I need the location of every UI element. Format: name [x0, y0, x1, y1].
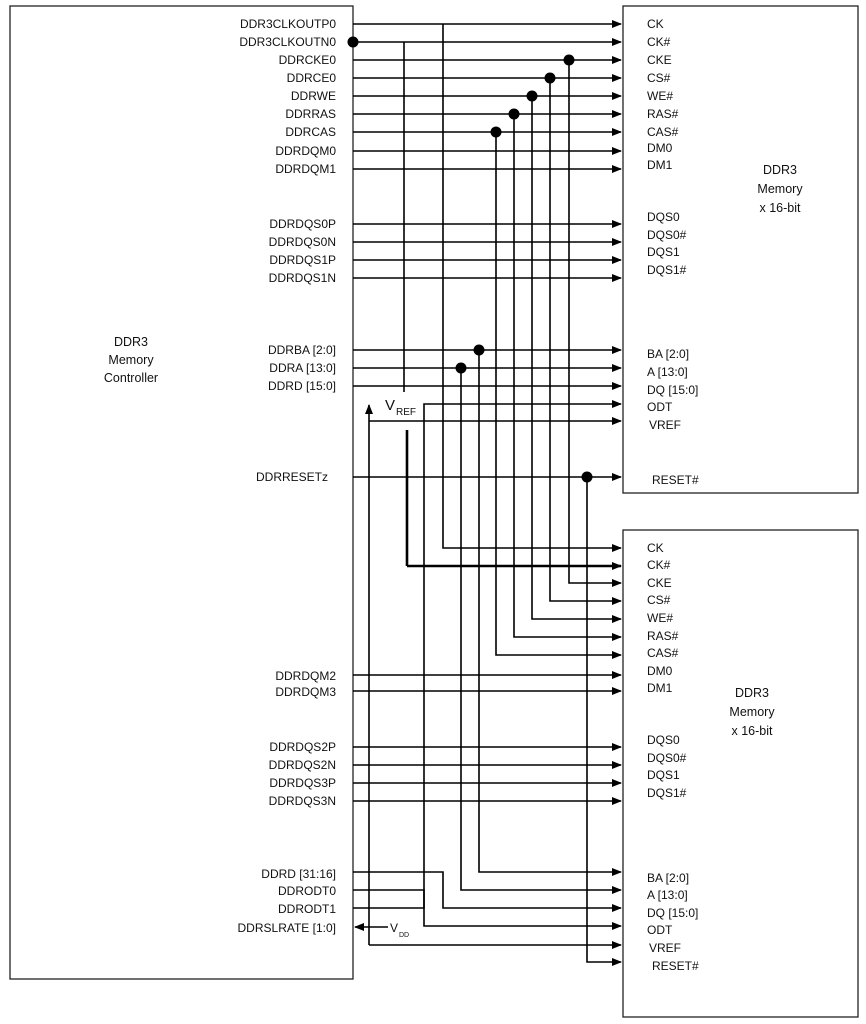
pin-dqs1: DQS1 — [647, 245, 680, 259]
sig-ddrdqs2n: DDRDQS2N — [268, 758, 336, 772]
pin-dm1: DM1 — [647, 681, 673, 695]
controller-title-line: Controller — [103, 371, 159, 385]
vref-label-sub: REF — [396, 407, 416, 418]
pin-dm0: DM0 — [647, 141, 673, 155]
sig-ddrdqs1n: DDRDQS1N — [268, 271, 336, 285]
sig-ddrslrate: DDRSLRATE [1:0] — [237, 921, 336, 935]
sig-ddr3clkoutp0: DDR3CLKOUTP0 — [239, 17, 336, 31]
pin-ba: BA [2:0] — [647, 347, 690, 361]
sig-ddrdqm2: DDRDQM2 — [275, 669, 336, 683]
memory-top-title-line: Memory — [757, 182, 803, 196]
pin-dqs0: DQS0 — [647, 733, 680, 747]
controller-title-line: Memory — [108, 353, 154, 367]
pin-dqs1-n: DQS1# — [647, 786, 687, 800]
memory-bottom-title — [729, 686, 775, 738]
sig-ddra: DDRA [13:0] — [269, 361, 336, 375]
wiring — [353, 24, 621, 962]
sig-ddrdqs2p: DDRDQS2P — [269, 740, 336, 754]
sig-ddrcas: DDRCAS — [285, 125, 336, 139]
pin-reset-n: RESET# — [652, 959, 699, 973]
pin-vref: VREF — [649, 941, 682, 955]
vref-label-main: V — [385, 397, 396, 414]
sig-ddrdqm1: DDRDQM1 — [275, 162, 336, 176]
pin-ck: CK — [647, 17, 664, 31]
pin-reset-n: RESET# — [652, 473, 699, 487]
pin-cas-n: CAS# — [647, 125, 679, 139]
pin-dqs0-n: DQS0# — [647, 751, 687, 765]
memory-top-title — [757, 163, 803, 215]
sig-ddrdqs0p: DDRDQS0P — [269, 217, 336, 231]
junction-dot — [348, 37, 359, 48]
pin-cas-n: CAS# — [647, 646, 679, 660]
pin-ck-n: CK# — [647, 35, 671, 49]
sig-ddrcke0: DDRCKE0 — [278, 53, 336, 67]
sig-ddrdqm3: DDRDQM3 — [275, 685, 336, 699]
vdd-label-main: V — [390, 921, 399, 935]
memory-top-pin-labels — [647, 17, 699, 487]
controller-signal-labels — [238, 17, 337, 935]
pin-dm1: DM1 — [647, 158, 673, 172]
branch-ras — [514, 114, 621, 637]
pin-we-n: WE# — [647, 611, 674, 625]
sig-ddrdqs1p: DDRDQS1P — [269, 253, 336, 267]
pin-cke: CKE — [647, 53, 672, 67]
junction-dot — [564, 55, 575, 66]
pin-ck: CK — [647, 541, 664, 555]
vdd-label-sub: DD — [399, 932, 410, 939]
junction-dot — [491, 127, 502, 138]
sig-ddrdqs0n: DDRDQS0N — [268, 235, 336, 249]
sig-ddr3clkoutn0: DDR3CLKOUTN0 — [239, 35, 336, 49]
pin-odt: ODT — [647, 400, 673, 414]
pin-vref: VREF — [649, 418, 682, 432]
memory-bottom-title-line: DDR3 — [734, 686, 770, 700]
pin-dqs1: DQS1 — [647, 768, 680, 782]
pin-a: A [13:0] — [647, 365, 688, 379]
junction-dot — [456, 363, 467, 374]
junction-dot — [474, 345, 485, 356]
pin-ck-n: CK# — [647, 558, 671, 572]
sig-ddrresetz: DDRRESETz — [255, 470, 328, 484]
controller-title-line: DDR3 — [113, 335, 149, 349]
branch-cs — [550, 78, 621, 601]
sig-ddrce0: DDRCE0 — [286, 71, 336, 85]
pin-odt: ODT — [647, 923, 673, 937]
sig-ddrdqm0: DDRDQM0 — [275, 144, 336, 158]
sig-ddrdqs3n: DDRDQS3N — [268, 794, 336, 808]
sig-ddrras: DDRRAS — [285, 107, 336, 121]
sig-ddrodt1: DDRODT1 — [277, 902, 336, 916]
memory-top-title-line: x 16-bit — [759, 201, 801, 215]
junction-dot — [545, 73, 556, 84]
pin-dq: DQ [15:0] — [647, 383, 699, 397]
sig-ddrwe: DDRWE — [290, 89, 336, 103]
vdd-label — [390, 921, 409, 939]
memory-bottom-pin-labels — [647, 541, 699, 973]
sig-ddrd-high: DDRD [31:16] — [261, 867, 336, 881]
memory-bottom-title-line: Memory — [729, 705, 775, 719]
pin-ba: BA [2:0] — [647, 871, 690, 885]
junction-dot — [509, 109, 520, 120]
controller-title — [104, 335, 158, 385]
pin-cs-n: CS# — [647, 593, 671, 607]
pin-dm0: DM0 — [647, 664, 673, 678]
junction-dot — [527, 91, 538, 102]
wire-odt-top — [353, 404, 621, 908]
pin-dqs1-n: DQS1# — [647, 263, 687, 277]
memory-top-title-line: DDR3 — [762, 163, 798, 177]
pin-dq: DQ [15:0] — [647, 906, 699, 920]
pin-ras-n: RAS# — [647, 629, 679, 643]
junction-dot — [582, 472, 593, 483]
sig-ddrodt0: DDRODT0 — [277, 884, 336, 898]
branch-a — [461, 368, 621, 890]
branch-we — [532, 96, 621, 619]
pin-dqs0-n: DQS0# — [647, 228, 687, 242]
pin-cke: CKE — [647, 576, 672, 590]
pin-a: A [13:0] — [647, 888, 688, 902]
pin-we-n: WE# — [647, 89, 674, 103]
sig-ddrdqs3p: DDRDQS3P — [269, 776, 336, 790]
branch-cke — [569, 60, 621, 583]
pin-dqs0: DQS0 — [647, 210, 680, 224]
pin-cs-n: CS# — [647, 71, 671, 85]
memory-bottom-title-line: x 16-bit — [731, 724, 773, 738]
sig-ddrba: DDRBA [2:0] — [267, 343, 336, 357]
pin-ras-n: RAS# — [647, 107, 679, 121]
vref-label — [385, 397, 416, 418]
sig-ddrd-low: DDRD [15:0] — [267, 379, 336, 393]
